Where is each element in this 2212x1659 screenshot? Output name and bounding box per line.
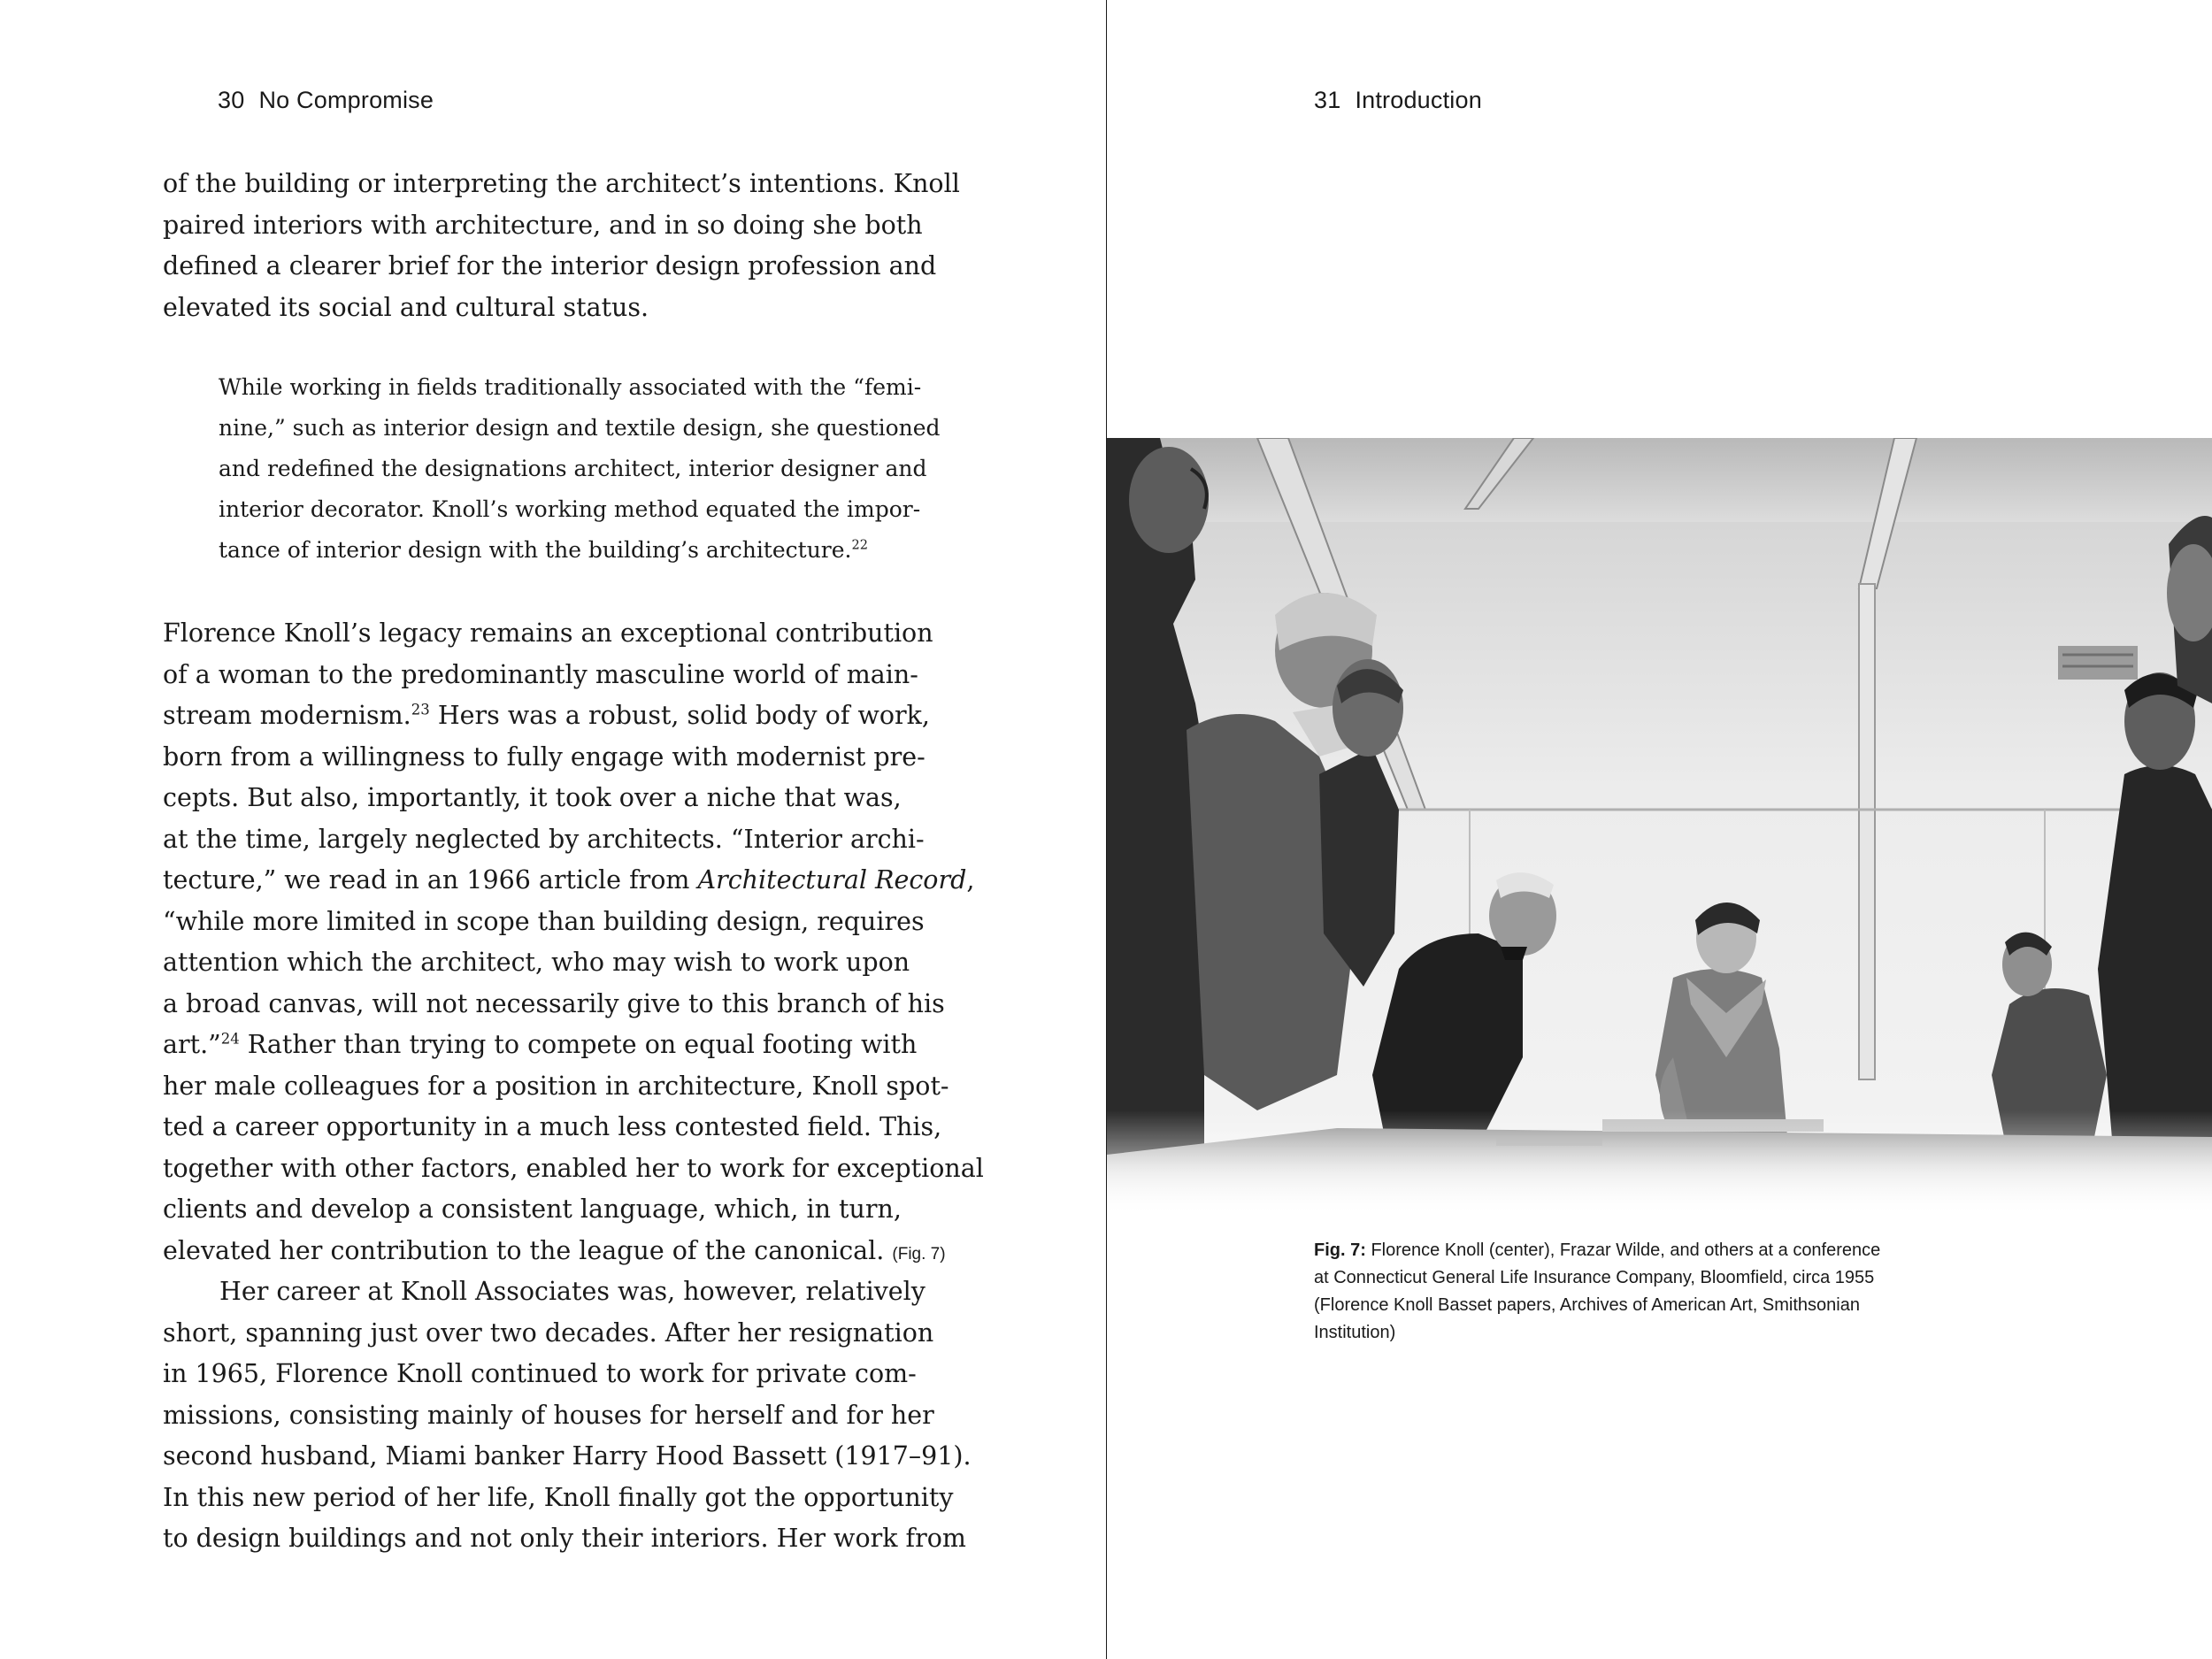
caption-line bbox=[1314, 1237, 2039, 1264]
paragraph-1 bbox=[163, 164, 977, 328]
text-fragment: Hers was a robust, solid body of work, bbox=[429, 701, 930, 730]
caption-line: Institution) bbox=[1314, 1323, 1396, 1342]
paragraph-2 bbox=[163, 613, 984, 1560]
text-line: elevated its social and cultural status. bbox=[163, 292, 649, 322]
text-line bbox=[163, 1231, 977, 1272]
quote-line: nine,” such as interior design and textile design, she questioned bbox=[219, 415, 941, 441]
footnote-ref-24[interactable]: 24 bbox=[220, 1030, 240, 1048]
text-line: second husband, Miami banker Harry Hood Bassett (1917–91). bbox=[163, 1441, 972, 1471]
text-line: Her career at Knoll Associates was, however, relatively bbox=[219, 1277, 926, 1306]
text-line: born from a willingness to fully engage with modernist pre- bbox=[163, 741, 926, 772]
figure-label: Fig. 7: bbox=[1314, 1240, 1366, 1260]
footnote-ref-22[interactable]: 22 bbox=[851, 538, 868, 553]
publication-title: Architectural Record bbox=[697, 865, 967, 895]
caption-line: at Connecticut General Life Insurance Company, Bloomfield, circa 1955 bbox=[1314, 1268, 1875, 1287]
text-line: ted a career opportunity in a much less contested field. This, bbox=[163, 1112, 942, 1141]
text-line bbox=[163, 1025, 977, 1066]
left-page-number: 30 bbox=[218, 87, 245, 113]
quote-line bbox=[219, 530, 962, 571]
block-quote bbox=[219, 367, 962, 571]
quote-line: and redefined the designations architect, interior designer and bbox=[219, 456, 927, 481]
figure-reference-link[interactable]: (Fig. 7) bbox=[892, 1244, 946, 1263]
text-line: paired interiors with architecture, and in so doing she both bbox=[163, 210, 923, 240]
caption-line: (Florence Knoll Basset papers, Archives of American Art, Smithsonian bbox=[1314, 1295, 1860, 1315]
text-fragment: stream modernism. bbox=[163, 701, 411, 730]
left-section-title: No Compromise bbox=[258, 87, 434, 113]
text-fragment: tecture,” we read in an 1966 article from bbox=[163, 865, 698, 895]
right-section-title: Introduction bbox=[1355, 87, 1482, 113]
text-line: defined a clearer brief for the interior design profession and bbox=[163, 251, 937, 280]
text-line: missions, consisting mainly of houses for herself and for her bbox=[163, 1400, 934, 1430]
text-line: her male colleagues for a position in architecture, Knoll spot- bbox=[163, 1071, 949, 1101]
caption-text: Florence Knoll (center), Frazar Wilde, and others at a conference bbox=[1365, 1240, 1881, 1260]
left-running-head bbox=[218, 87, 434, 114]
footnote-ref-23[interactable]: 23 bbox=[411, 701, 430, 718]
figure-7-caption bbox=[1314, 1237, 2039, 1347]
text-line: in 1965, Florence Knoll continued to work for private com- bbox=[163, 1359, 917, 1388]
right-running-head bbox=[1314, 87, 1482, 114]
right-page-number: 31 bbox=[1314, 87, 1341, 113]
text-line: In this new period of her life, Knoll finally got the opportunity bbox=[163, 1482, 954, 1512]
text-line: cepts. But also, importantly, it took over a niche that was, bbox=[163, 783, 902, 812]
text-line: attention which the architect, who may wish to work upon bbox=[163, 948, 910, 977]
text-fragment: , bbox=[966, 865, 975, 895]
text-line: of the building or interpreting the architect’s intentions. Knoll bbox=[163, 169, 960, 198]
text-fragment: elevated her contribution to the league of the canonical. bbox=[163, 1235, 893, 1265]
quote-line: While working in fields traditionally associated with the “femi- bbox=[219, 374, 922, 400]
text-fragment: art.” bbox=[163, 1030, 221, 1059]
text-line: Florence Knoll’s legacy remains an exceptional contribution bbox=[163, 618, 933, 648]
text-line: of a woman to the predominantly masculine world of main- bbox=[163, 659, 918, 689]
text-line: at the time, largely neglected by architects. “Interior archi- bbox=[163, 824, 925, 854]
text-line: short, spanning just over two decades. After her resignation bbox=[163, 1317, 934, 1348]
text-line: “while more limited in scope than building design, requires bbox=[163, 906, 925, 936]
text-line: clients and develop a consistent language, which, in turn, bbox=[163, 1194, 902, 1224]
text-fragment: Rather than trying to compete on equal footing with bbox=[239, 1030, 918, 1059]
text-line bbox=[163, 695, 977, 737]
text-line: together with other factors, enabled her to work for exceptional bbox=[163, 1153, 984, 1183]
text-line bbox=[163, 860, 977, 902]
text-line: to design buildings and not only their interiors. Her work from bbox=[163, 1524, 966, 1553]
text-line: a broad canvas, will not necessarily give to this branch of his bbox=[163, 988, 945, 1018]
right-page bbox=[1107, 0, 2212, 1659]
figure-7-photograph bbox=[1107, 438, 2212, 1217]
quote-line-text: tance of interior design with the building’s architecture. bbox=[219, 537, 852, 563]
quote-line: interior decorator. Knoll’s working method equated the impor- bbox=[219, 496, 921, 522]
